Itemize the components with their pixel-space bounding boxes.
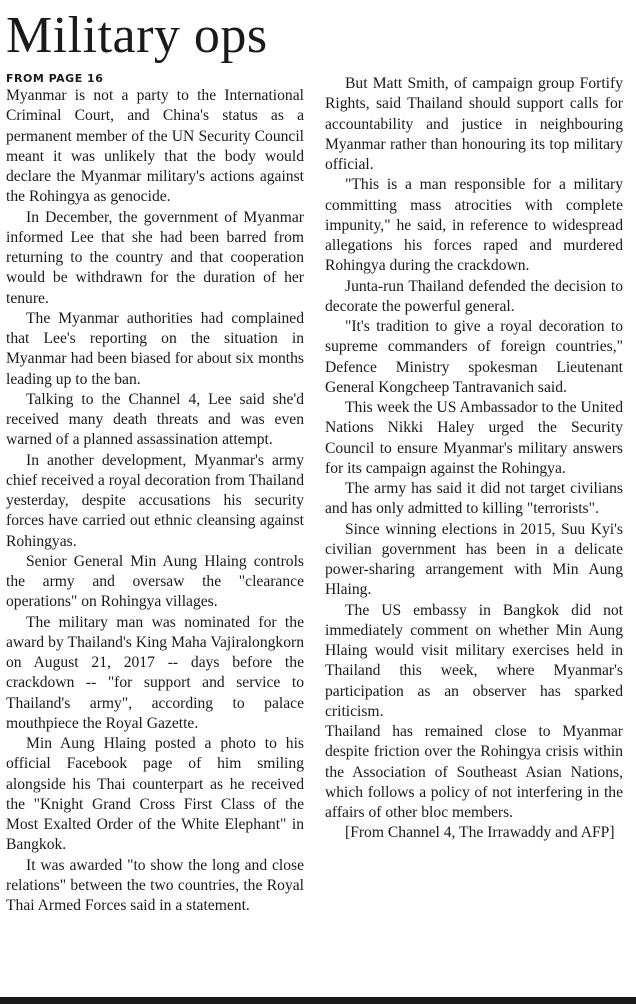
headline: Military ops — [6, 7, 268, 64]
paragraph: Min Aung Hlaing posted a photo to his official Facebook page of him smiling alongside his Thai counterpart as he received the "Knight Grand Cross First Class of the Most Exalted Order of the White Elephant" in Bangkok. — [6, 735, 304, 854]
paragraph: Myanmar is not a party to the International Criminal Court, and China's status as a permanent member of the UN Security Council meant it was unlikely that the body would declare the Myanmar military's actions against the Rohingya as genocide. — [6, 87, 304, 206]
paragraph: The Myanmar authorities had complained that Lee's reporting on the situation in Myanmar had been biased for about six months leading up to the ban. — [6, 309, 304, 388]
paragraph: Junta-run Thailand defended the decision to decorate the powerful general. — [325, 277, 623, 315]
paragraph: In another development, Myanmar's army chief received a royal decoration from Thailand yesterday, despite accusations his security forces have carried out ethnic cleansing against Rohingyas. — [6, 451, 304, 550]
paragraph: In December, the government of Myanmar informed Lee that she had been barred from returning to the country and that cooperation would be withdrawn for the duration of her tenure. — [6, 208, 304, 307]
paragraph: Talking to the Channel 4, Lee said she'd received many death threats and was even warned of a planned assassination attempt. — [6, 390, 304, 449]
paragraph: The army has said it did not target civilians and has only admitted to killing "terrorists". — [325, 480, 623, 518]
source-credit: [From Channel 4, The Irrawaddy and AFP] — [345, 824, 615, 842]
bottom-rule — [0, 997, 636, 1004]
paragraph: Senior General Min Aung Hlaing controls the army and oversaw the "clearance operations" on Rohingya villages. — [6, 552, 304, 611]
right-column — [325, 74, 623, 844]
paragraph: But Matt Smith, of campaign group Fortify Rights, said Thailand should support calls for accountability and justice in neighbouring Myanmar rather than honouring its top military official. — [325, 75, 623, 173]
paragraph: "It's tradition to give a royal decoration to supreme commanders of foreign countries," Defence Ministry spokesman Lieutenant General Kongcheep Tantravanich said. — [325, 318, 623, 396]
paragraph: Since winning elections in 2015, Suu Kyi's civilian government has been in a delicate power-sharing arrangement with Min Aung Hlaing. — [325, 520, 623, 599]
kicker: FROM PAGE 16 — [6, 72, 104, 85]
paragraph: The US embassy in Bangkok did not immediately comment on whether Min Aung Hlaing would visit military exercises held in Thailand this week, where Myanmar's participation as an observer has sparked criticism. — [325, 601, 623, 720]
paragraph: The military man was nominated for the award by Thailand's King Maha Vajiralongkorn on August 21, 2017 -- days before the crackdown -- "for support and service to Thailand's army", according to palace mouthpiece the Royal Gazette. — [6, 613, 304, 732]
paragraph: It was awarded "to show the long and close relations" between the two countries, the Royal Thai Armed Forces said in a statement. — [6, 856, 304, 914]
paragraph: This week the US Ambassador to the United Nations Nikki Haley urged the Security Council to ensure Myanmar's military answers for its campaign against the Rohingya. — [325, 399, 623, 477]
paragraph: "This is a man responsible for a military committing mass atrocities with complete impunity," he said, in reference to widespread allegations his forces raped and murdered Rohingya during the crackdown. — [325, 176, 623, 275]
paragraph: Thailand has remained close to Myanmar despite friction over the Rohingya crisis within the Association of Southeast Asian Nations, which follows a policy of not interfering in the affairs of other bloc members. — [325, 723, 623, 821]
left-column — [6, 72, 304, 916]
